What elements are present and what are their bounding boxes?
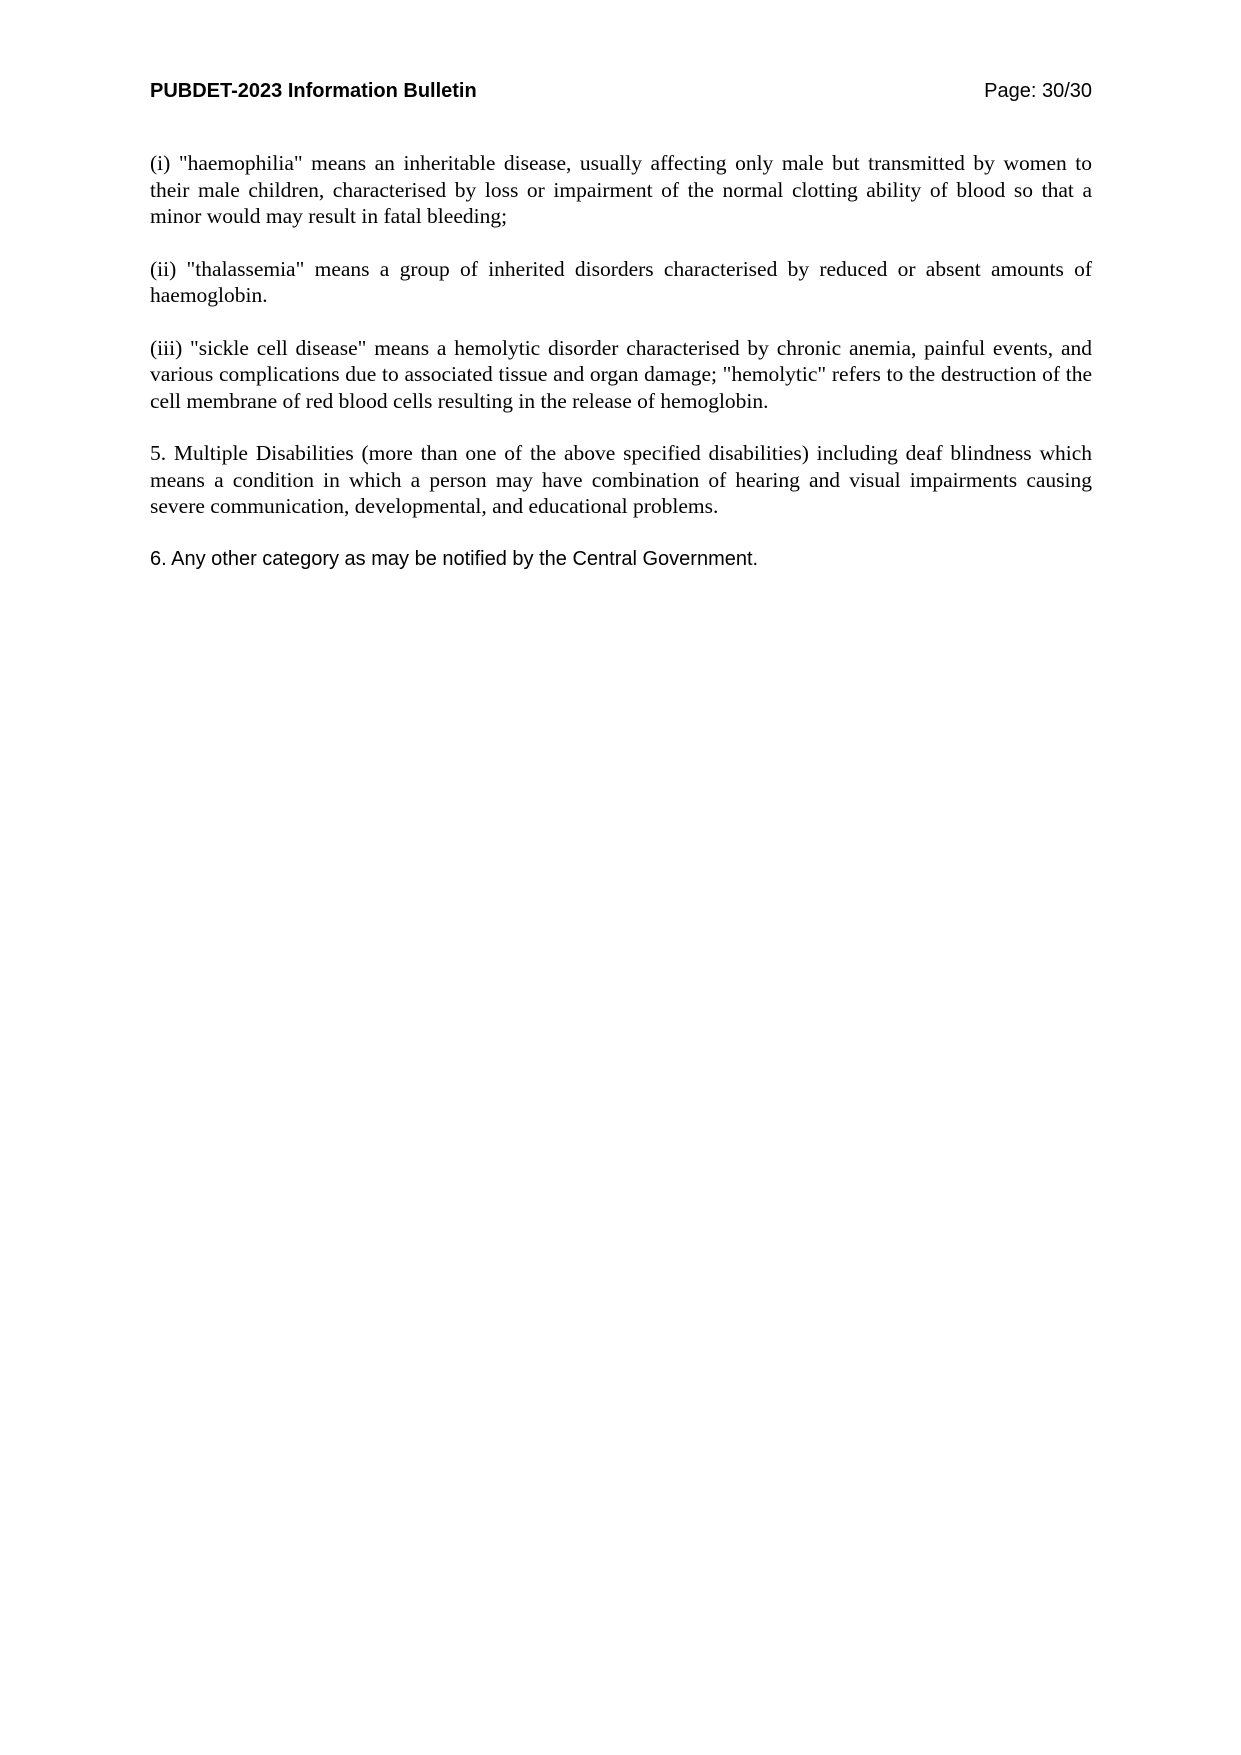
paragraph-multiple-disabilities: 5. Multiple Disabilities (more than one of the above specified disabilities) including deaf blindness which means a condition in which a person may have combination of hearing and visual impairments causing severe communication, developmental, and educational problems. (150, 441, 1092, 518)
page-number: Page: 30/30 (984, 80, 1092, 102)
paragraph-sickle-cell: (iii) "sickle cell disease" means a hemolytic disorder characterised by chronic anemia, painful events, and various complications due to associated tissue and organ damage; "hemolytic" refers to the destruction of the cell membrane of red blood cells resulting in the release of hemoglobin. (150, 335, 1092, 413)
page-header (150, 80, 1092, 110)
paragraph-thalassemia: (ii) "thalassemia" means a group of inherited disorders characterised by reduced or absent amounts of haemoglobin. (150, 256, 1092, 307)
document-title: PUBDET-2023 Information Bulletin (150, 80, 477, 102)
paragraph-haemophilia: (i) "haemophilia" means an inheritable disease, usually affecting only male but transmitted by women to their male children, characterised by loss or impairment of the normal clotting ability of blood so that a minor would may result in fatal bleeding; (150, 151, 1092, 228)
paragraph-other-category: 6. Any other category as may be notified by the Central Government. (150, 547, 759, 570)
document-body (150, 150, 1092, 598)
